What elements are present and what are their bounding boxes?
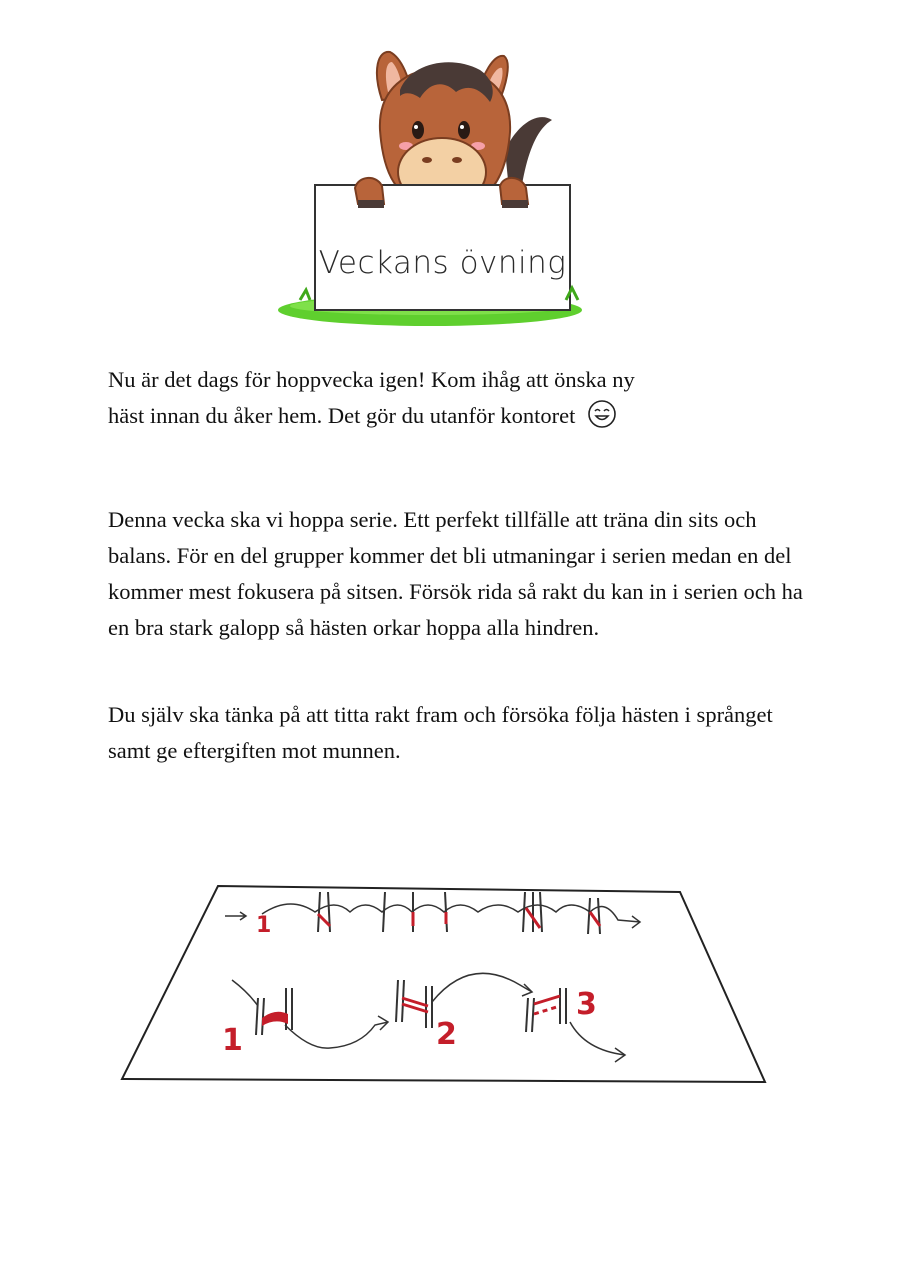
series-jumps	[318, 892, 600, 934]
arena-outline	[122, 886, 765, 1082]
jump-3-number: 3	[576, 987, 597, 1022]
intro-paragraph	[108, 362, 808, 434]
intro-line-1: Nu är det dags för hoppvecka igen! Kom ihåg att önska ny	[108, 367, 635, 392]
arena-diagram	[0, 860, 905, 1120]
smiling-face-icon	[587, 399, 617, 429]
intro-line-2: häst innan du åker hem. Det gör du utanför kontoret	[108, 403, 576, 428]
series-row	[225, 904, 640, 928]
rider-tips-paragraph: Du själv ska tänka på att titta rakt fram och försöka följa hästen i språnget samt ge eftergiften mot munnen.	[108, 702, 773, 763]
jump-1-number: 1	[222, 1023, 243, 1058]
jump-1	[256, 988, 292, 1035]
exercise-paragraph: Denna vecka ska vi hoppa serie. Ett perfekt tillfälle att träna din sits och balans. För en del grupper kommer det bli utmaningar i serien medan en del kommer mest fokusera på sitsen. Försök rida så rakt du kan in i serien och ha en bra stark galopp så hästen orkar hoppa alla hindren.	[108, 507, 803, 640]
jump-2-number: 2	[436, 1017, 457, 1052]
series-number: 1	[256, 913, 272, 938]
sign-title: Veckans övning	[318, 245, 567, 281]
